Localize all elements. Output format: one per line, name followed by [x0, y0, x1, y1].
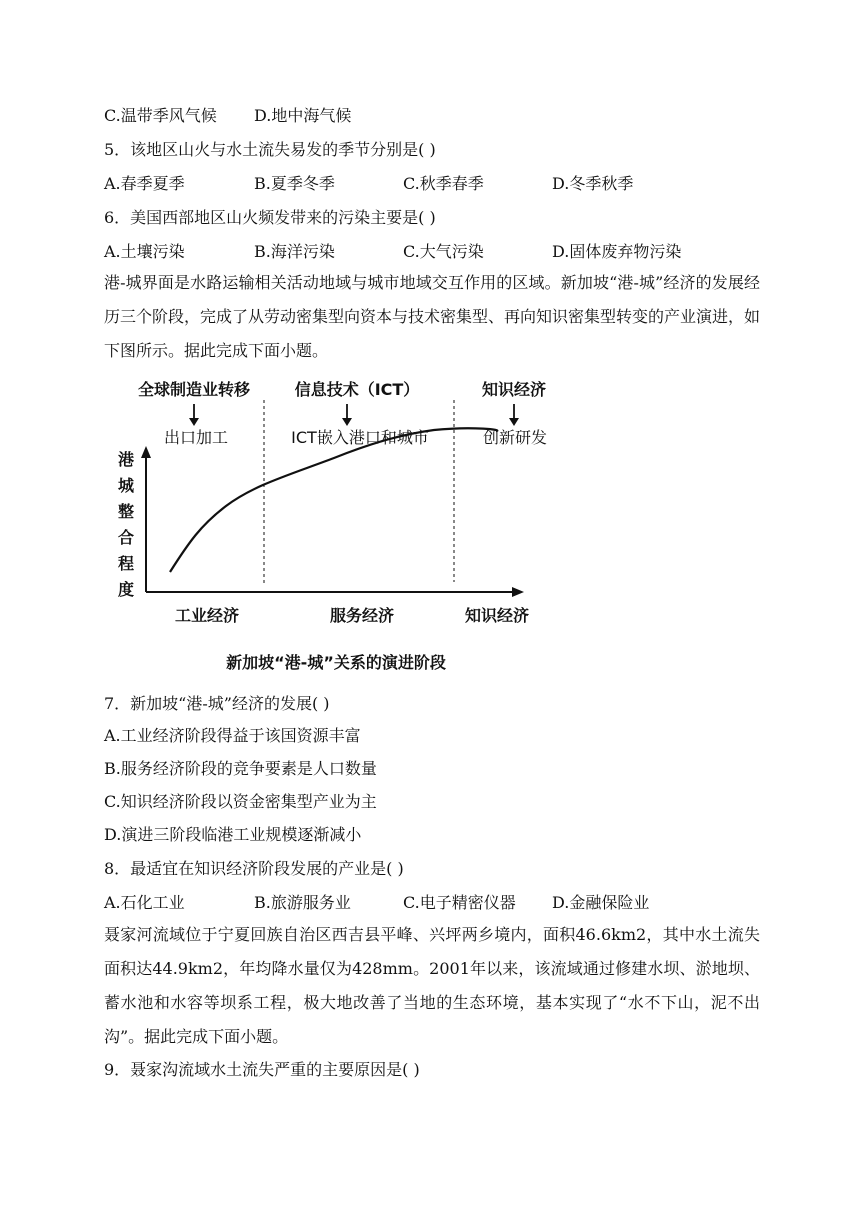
inner-label-innovation: 创新研发: [482, 428, 548, 447]
y-axis-arrow-icon: [141, 446, 151, 458]
integration-curve: [170, 428, 497, 572]
passage-niejia-river: 聂家河流域位于宁夏回族自治区西吉县平峰、兴坪两乡境内，面积46.6km2，其中水土流失面积达44.9km2，年均降水量仅为428mm。2001年以来，该流域通过修建水坝、淤地坝、蓄水池和水容等坝系工程，极大地改善了当地的生态环境，基本实现了“水不下山，泥不出沟”。据此完成下面小题。: [104, 925, 760, 1046]
y-axis-label-char: 城: [117, 476, 135, 495]
inner-label-export: 出口加工: [163, 428, 229, 447]
question-7-option-a: A.工业经济阶段得益于该国资源丰富: [104, 726, 361, 745]
option-b: B.旅游服务业: [254, 893, 351, 912]
question-7-option-b: B.服务经济阶段的竞争要素是人口数量: [104, 759, 377, 778]
option-a: A.春季夏季: [104, 174, 185, 193]
svg-text:港城整合程度: [118, 450, 135, 599]
top-label-manufacturing: 全球制造业转移: [137, 380, 251, 399]
x-axis-arrow-icon: [512, 587, 524, 597]
diagram-caption: 新加坡“港-城”关系的演进阶段: [226, 653, 446, 672]
option-c: C.温带季风气候: [104, 106, 217, 125]
question-8: 8．最适宜在知识经济阶段发展的产业是( ): [104, 859, 404, 878]
question-9: 9．聂家沟流域水土流失严重的主要原因是( ): [104, 1060, 420, 1079]
y-axis-label-char: 程: [117, 554, 135, 573]
option-b: B.海洋污染: [254, 242, 335, 261]
port-city-diagram: [104, 370, 564, 680]
top-label-knowledge: 知识经济: [481, 380, 547, 399]
y-axis-label: [118, 450, 135, 599]
y-axis-label-char: 整: [117, 502, 135, 521]
option-b: B.夏季冬季: [254, 174, 335, 193]
option-a: A.石化工业: [104, 893, 185, 912]
option-d: D.金融保险业: [552, 893, 650, 912]
option-c: C.电子精密仪器: [403, 893, 516, 912]
question-7: 7．新加坡“港-城”经济的发展( ): [104, 694, 330, 713]
option-d: D.固体废弃物污染: [552, 242, 682, 261]
inner-label-ict: ICT嵌入港口和城市: [291, 428, 429, 447]
question-7-option-c: C.知识经济阶段以资金密集型产业为主: [104, 792, 377, 811]
option-a: A.土壤污染: [104, 242, 185, 261]
question-6: 6．美国西部地区山火频发带来的污染主要是( ): [104, 208, 436, 227]
option-c: C.秋季春季: [403, 174, 484, 193]
top-label-ict: 信息技术（ICT）: [294, 380, 420, 399]
question-7-option-d: D.演进三阶段临港工业规模逐渐减小: [104, 825, 362, 844]
x-label-knowledge: 知识经济: [464, 606, 530, 625]
down-arrow-icon: [189, 404, 199, 426]
option-d: D.冬季秋季: [552, 174, 634, 193]
option-d: D.地中海气候: [254, 106, 352, 125]
down-arrow-icon: [509, 404, 519, 426]
down-arrow-icon: [342, 404, 352, 426]
x-label-service: 服务经济: [329, 606, 395, 625]
x-label-industrial: 工业经济: [174, 606, 240, 625]
y-axis-label-char: 港: [117, 450, 135, 469]
option-c: C.大气污染: [403, 242, 484, 261]
question-5: 5．该地区山火与水土流失易发的季节分别是( ): [104, 140, 436, 159]
y-axis-label-char: 合: [117, 528, 135, 547]
passage-port-city: 港-城界面是水路运输相关活动地域与城市地域交互作用的区域。新加坡“港-城”经济的发展经历三个阶段，完成了从劳动密集型向资本与技术密集型、再向知识密集型转变的产业演进，如下图所示。据此完成下面小题。: [104, 273, 761, 360]
y-axis-label-char: 度: [117, 580, 135, 599]
